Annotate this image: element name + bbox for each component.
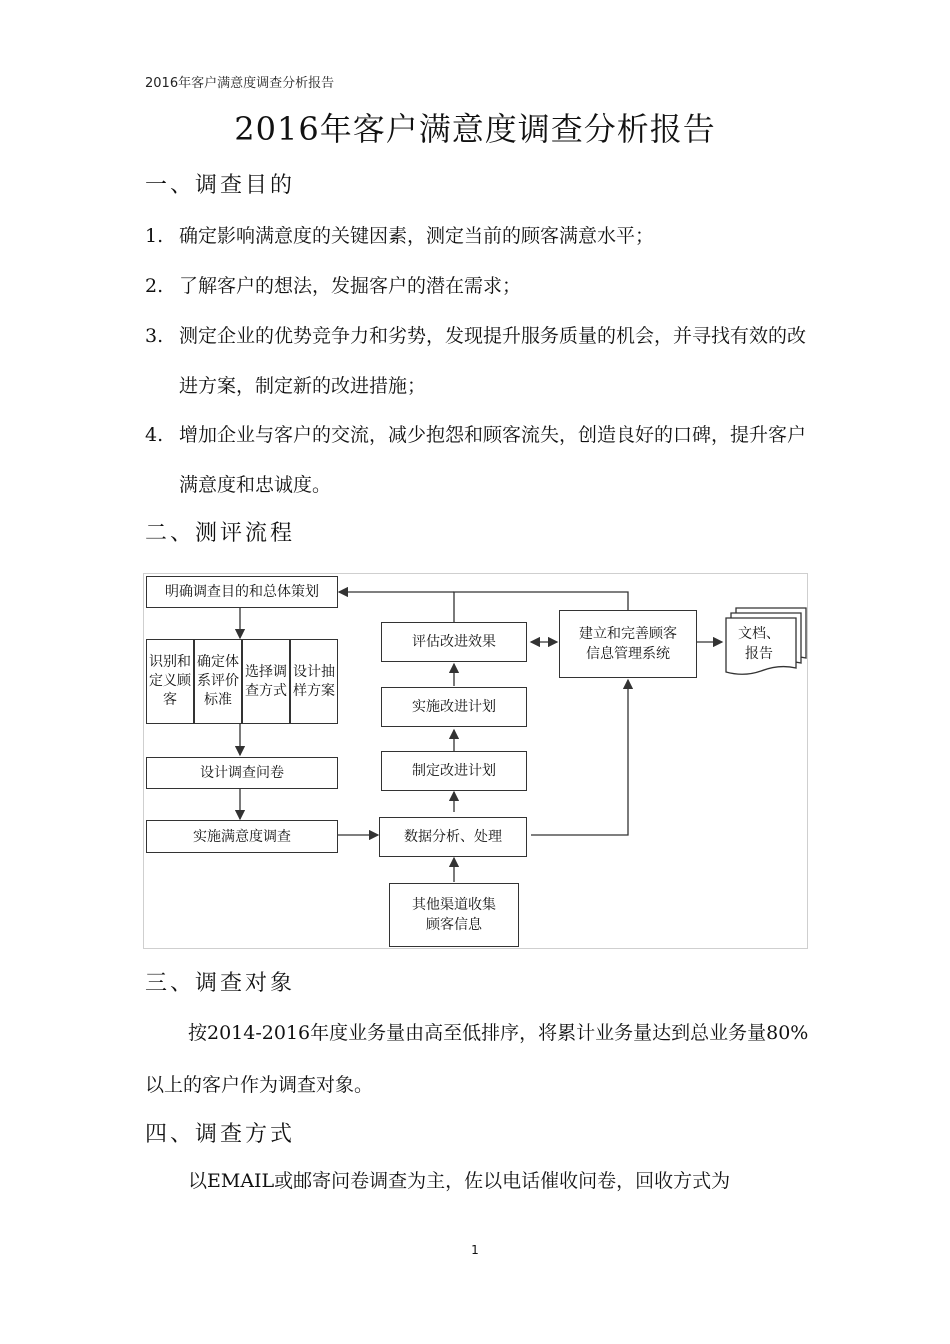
paragraph-target: 按2014-2016年度业务量由高至低排序，将累计业务量达到总业务量80%以上的客户作为调查对象。 bbox=[145, 1022, 809, 1096]
list-item bbox=[145, 410, 815, 510]
list-text: 确定影响满意度的关键因素，测定当前的顾客满意水平； bbox=[179, 225, 655, 247]
flow-box-define-standards: 确定体系评价标准 bbox=[194, 639, 242, 724]
flow-label-documents: 文档、报告 bbox=[738, 626, 780, 662]
running-header: 2016年客户满意度调查分析报告 bbox=[145, 76, 335, 91]
paragraph-method: 以EMAIL或邮寄问卷调查为主，佐以电话催收问卷，回收方式为 bbox=[188, 1170, 731, 1192]
flow-box-define-goals: 明确调查目的和总体策划 bbox=[146, 576, 338, 608]
flow-box-other-channels: 其他渠道收集顾客信息 bbox=[389, 883, 519, 947]
section-heading-target: 三、调查对象 bbox=[145, 971, 296, 996]
flow-box-design-questionnaire: 设计调查问卷 bbox=[146, 757, 338, 789]
flow-box-design-sampling: 设计抽样方案 bbox=[290, 639, 338, 724]
flow-box-implement-plan: 实施改进计划 bbox=[381, 687, 527, 727]
list-item bbox=[145, 211, 815, 261]
section-heading-method: 四、调查方式 bbox=[145, 1122, 296, 1147]
flow-box-identify-customers: 识别和定义顾客 bbox=[146, 639, 194, 724]
flow-box-choose-method: 选择调查方式 bbox=[242, 639, 290, 724]
list-number: 2. bbox=[145, 275, 164, 297]
list-text: 测定企业的优势竞争力和劣势，发现提升服务质量的机会，并寻找有效的改进方案，制定新的改进措施； bbox=[179, 325, 807, 397]
list-number: 3. bbox=[145, 325, 164, 347]
evaluation-flowchart bbox=[143, 573, 808, 949]
page-number: 1 bbox=[471, 1243, 479, 1257]
list-number: 4. bbox=[145, 424, 164, 446]
flow-box-data-analysis: 数据分析、处理 bbox=[379, 817, 527, 857]
list-text: 增加企业与客户的交流，减少抱怨和顾客流失，创造良好的口碑，提升客户满意度和忠诚度。 bbox=[179, 424, 807, 496]
list-item bbox=[145, 311, 815, 411]
list-text: 了解客户的想法，发掘客户的潜在需求； bbox=[179, 275, 522, 297]
flow-box-build-system: 建立和完善顾客信息管理系统 bbox=[559, 610, 697, 678]
list-item bbox=[145, 261, 815, 311]
section-heading-purpose: 一、调查目的 bbox=[145, 173, 296, 198]
flow-box-make-plan: 制定改进计划 bbox=[381, 751, 527, 791]
document-title: 2016年客户满意度调查分析报告 bbox=[234, 110, 716, 148]
section-heading-process: 二、测评流程 bbox=[145, 521, 296, 546]
flow-box-evaluate-effect: 评估改进效果 bbox=[381, 622, 527, 662]
list-number: 1. bbox=[145, 225, 164, 247]
flow-box-conduct-survey: 实施满意度调查 bbox=[146, 820, 338, 853]
